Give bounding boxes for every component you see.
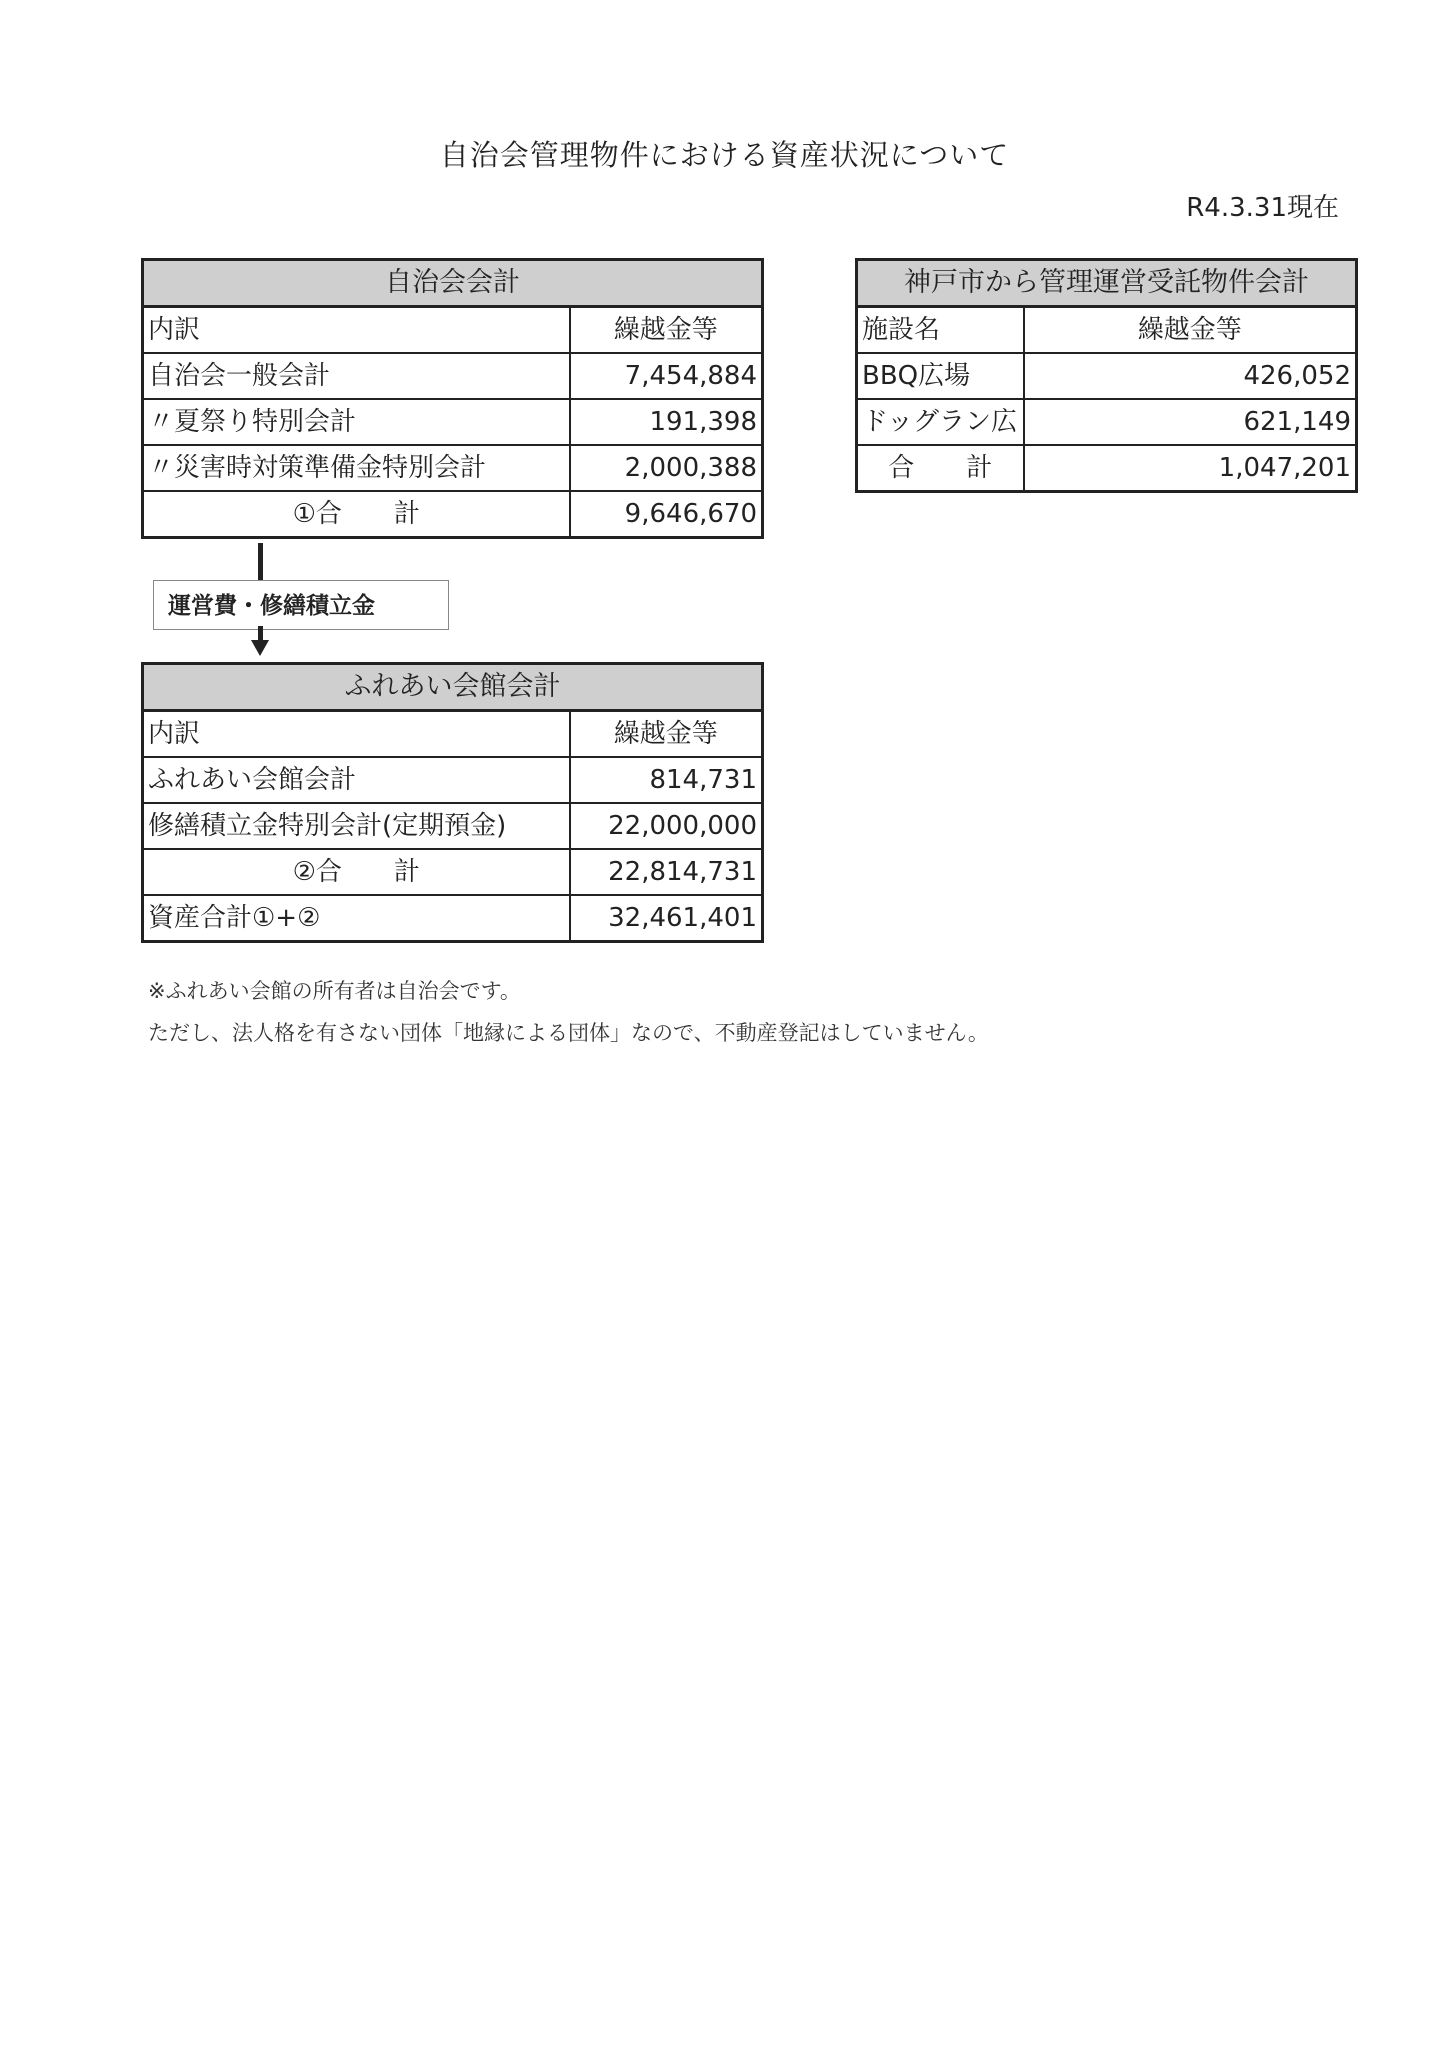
total-label: ②合 計	[143, 849, 570, 895]
table-header: ふれあい会館会計	[143, 664, 763, 711]
table-row	[143, 399, 763, 445]
table-header: 神戸市から管理運営受託物件会計	[857, 260, 1357, 307]
row-label: BBQ広場	[857, 353, 1024, 399]
row-value: 191,398	[570, 399, 763, 445]
table-row	[143, 445, 763, 491]
column-header-balance: 繰越金等	[570, 711, 763, 758]
total-label: 合 計	[857, 445, 1024, 492]
arrow-down-icon	[251, 640, 269, 656]
footnote: ただし、法人格を有さない団体「地縁による団体」なので、不動産登記はしていません。	[148, 1021, 989, 1045]
row-label: 〃災害時対策準備金特別会計	[143, 445, 570, 491]
jichikai-account-table	[141, 258, 764, 539]
total-value: 9,646,670	[570, 491, 763, 538]
row-label: 自治会一般会計	[143, 353, 570, 399]
kobe-city-entrusted-account-table	[855, 258, 1358, 493]
asset-total-row	[143, 895, 763, 942]
asset-total-value: 32,461,401	[570, 895, 763, 942]
column-header-facility: 施設名	[857, 307, 1024, 354]
table-header: 自治会会計	[143, 260, 763, 307]
table-row	[857, 353, 1357, 399]
row-value: 426,052	[1024, 353, 1357, 399]
total-value: 22,814,731	[570, 849, 763, 895]
table-row	[143, 757, 763, 803]
footnote: ※ふれあい会館の所有者は自治会です。	[148, 979, 521, 1003]
total-row	[143, 491, 763, 538]
fureai-hall-account-table	[141, 662, 764, 943]
row-label: ドッグラン広	[857, 399, 1024, 445]
asset-total-label: 資産合計①+②	[143, 895, 570, 942]
column-header-balance: 繰越金等	[1024, 307, 1357, 354]
column-header-breakdown: 内訳	[143, 711, 570, 758]
as-of-date: R4.3.31現在	[1186, 193, 1339, 223]
table-row	[857, 399, 1357, 445]
row-label: ふれあい会館会計	[143, 757, 570, 803]
total-value: 1,047,201	[1024, 445, 1357, 492]
table-row	[143, 803, 763, 849]
document-title: 自治会管理物件における資産状況について	[439, 138, 1010, 172]
total-row	[143, 849, 763, 895]
row-label: 修繕積立金特別会計(定期預金)	[143, 803, 570, 849]
column-header-balance: 繰越金等	[570, 307, 763, 354]
column-header-breakdown: 内訳	[143, 307, 570, 354]
row-value: 7,454,884	[570, 353, 763, 399]
row-value: 2,000,388	[570, 445, 763, 491]
total-row	[857, 445, 1357, 492]
transfer-label-box: 運営費・修繕積立金	[153, 580, 449, 630]
row-value: 814,731	[570, 757, 763, 803]
row-value: 22,000,000	[570, 803, 763, 849]
row-value: 621,149	[1024, 399, 1357, 445]
row-label: 〃夏祭り特別会計	[143, 399, 570, 445]
table-row	[143, 353, 763, 399]
flow-line	[258, 543, 263, 583]
total-label: ①合 計	[143, 491, 570, 538]
